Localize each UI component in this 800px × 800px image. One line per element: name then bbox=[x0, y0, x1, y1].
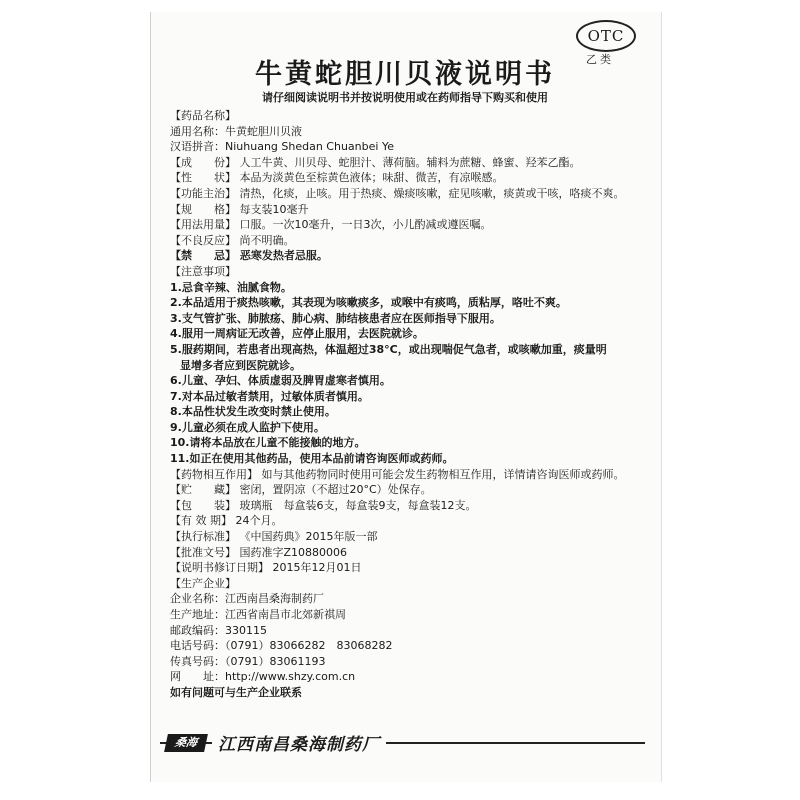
text-line: 3.支气管扩张、肺脓疡、肺心病、肺结核患者应在医师指导下服用。 bbox=[170, 311, 501, 325]
text-line: 【说明书修订日期】 2015年12月01日 bbox=[170, 561, 362, 575]
text-line: 【药品名称】 bbox=[170, 109, 236, 122]
text-line: 5.服药期间，若患者出现高热，体温超过38°C，或出现喘促气急者，或咳嗽加重，痰量明 bbox=[170, 342, 607, 356]
leaflet-body bbox=[170, 108, 650, 701]
text-line: 邮政编码：330115 bbox=[170, 623, 267, 637]
text-line: 通用名称：牛黄蛇胆川贝液 bbox=[170, 124, 302, 138]
text-line: 【贮 藏】 密闭，置阴凉（不超过20°C）处保存。 bbox=[170, 483, 432, 497]
document-subtitle: 请仔细阅读说明书并按说明使用或在药师指导下购买和使用 bbox=[262, 91, 548, 104]
text-line: 网 址：http://www.shzy.com.cn bbox=[170, 670, 356, 684]
text-line: 【包 装】 玻璃瓶 每盒装6支，每盒装9支，每盒装12支。 bbox=[170, 498, 477, 512]
text-line: 如有问题可与生产企业联系 bbox=[170, 685, 302, 699]
text-line: 【有 效 期】 24个月。 bbox=[170, 514, 283, 528]
text-line: 【规 格】 每支装10毫升 bbox=[170, 202, 309, 216]
document-title: 牛黄蛇胆川贝液说明书 bbox=[255, 59, 555, 90]
text-line: 【成 份】 人工牛黄、川贝母、蛇胆汁、薄荷脑。辅料为蔗糖、蜂蜜、羟苯乙酯。 bbox=[170, 155, 581, 169]
text-line: 7.对本品过敏者禁用，过敏体质者慎用。 bbox=[170, 389, 369, 403]
footer-company-name: 江西南昌桑海制药厂 bbox=[212, 730, 386, 755]
otc-class-label: 乙类 bbox=[586, 53, 614, 66]
otc-badge: OTC bbox=[576, 20, 636, 52]
text-line: 【禁 忌】 恶寒发热者忌服。 bbox=[170, 249, 328, 263]
text-line: 2.本品适用于痰热咳嗽，其表现为咳嗽痰多，或喉中有痰鸣，质粘厚，咯吐不爽。 bbox=[170, 296, 567, 310]
text-line: 传真号码：（0791）83061193 bbox=[170, 654, 326, 668]
text-line: 企业名称：江西南昌桑海制药厂 bbox=[170, 592, 324, 606]
text-line: 【药物相互作用】 如与其他药物同时使用可能会发生药物相互作用，详情请咨询医师或药师。 bbox=[170, 467, 625, 481]
text-line: 【生产企业】 bbox=[170, 576, 236, 590]
text-line: 1.忌食辛辣、油腻食物。 bbox=[170, 280, 292, 294]
company-logo: 桑海 bbox=[164, 734, 208, 752]
text-line: 【注意事项】 bbox=[170, 264, 236, 278]
text-line: 【执行标准】 《中国药典》2015年版一部 bbox=[170, 530, 378, 544]
text-line: 10.请将本品放在儿童不能接触的地方。 bbox=[170, 436, 366, 450]
text-line: 显增多者应到医院就诊。 bbox=[180, 358, 301, 372]
text-line: 11.如正在使用其他药品，使用本品前请咨询医师或药师。 bbox=[170, 452, 454, 466]
text-line: 【批准文号】 国药准字Z10880006 bbox=[170, 545, 348, 559]
text-line: 4.服用一周病证无改善，应停止服用，去医院就诊。 bbox=[170, 327, 424, 341]
text-line: 【不良反应】 尚不明确。 bbox=[170, 233, 295, 247]
text-line: 6.儿童、孕妇、体质虚弱及脾胃虚寒者慎用。 bbox=[170, 374, 391, 388]
text-line: 汉语拼音：Niuhuang Shedan Chuanbei Ye bbox=[170, 140, 394, 154]
text-line: 【用法用量】 口服。一次10毫升，一日3次，小儿酌减或遵医嘱。 bbox=[170, 218, 492, 232]
text-line: 生产地址：江西省南昌市北郊新祺周 bbox=[170, 608, 346, 621]
text-line: 【性 状】 本品为淡黄色至棕黄色液体；味甜、微苦，有凉喉感。 bbox=[170, 171, 504, 185]
text-line: 电话号码：（0791）83066282 83068282 bbox=[170, 639, 393, 653]
text-line: 9.儿童必须在成人监护下使用。 bbox=[170, 420, 325, 434]
text-line: 【功能主治】 清热，化痰，止咳。用于热痰、燥痰咳嗽，症见咳嗽，痰黄或干咳，咯痰不爽。 bbox=[170, 186, 625, 200]
footer bbox=[160, 728, 645, 762]
text-line: 8.本品性状发生改变时禁止使用。 bbox=[170, 405, 336, 419]
